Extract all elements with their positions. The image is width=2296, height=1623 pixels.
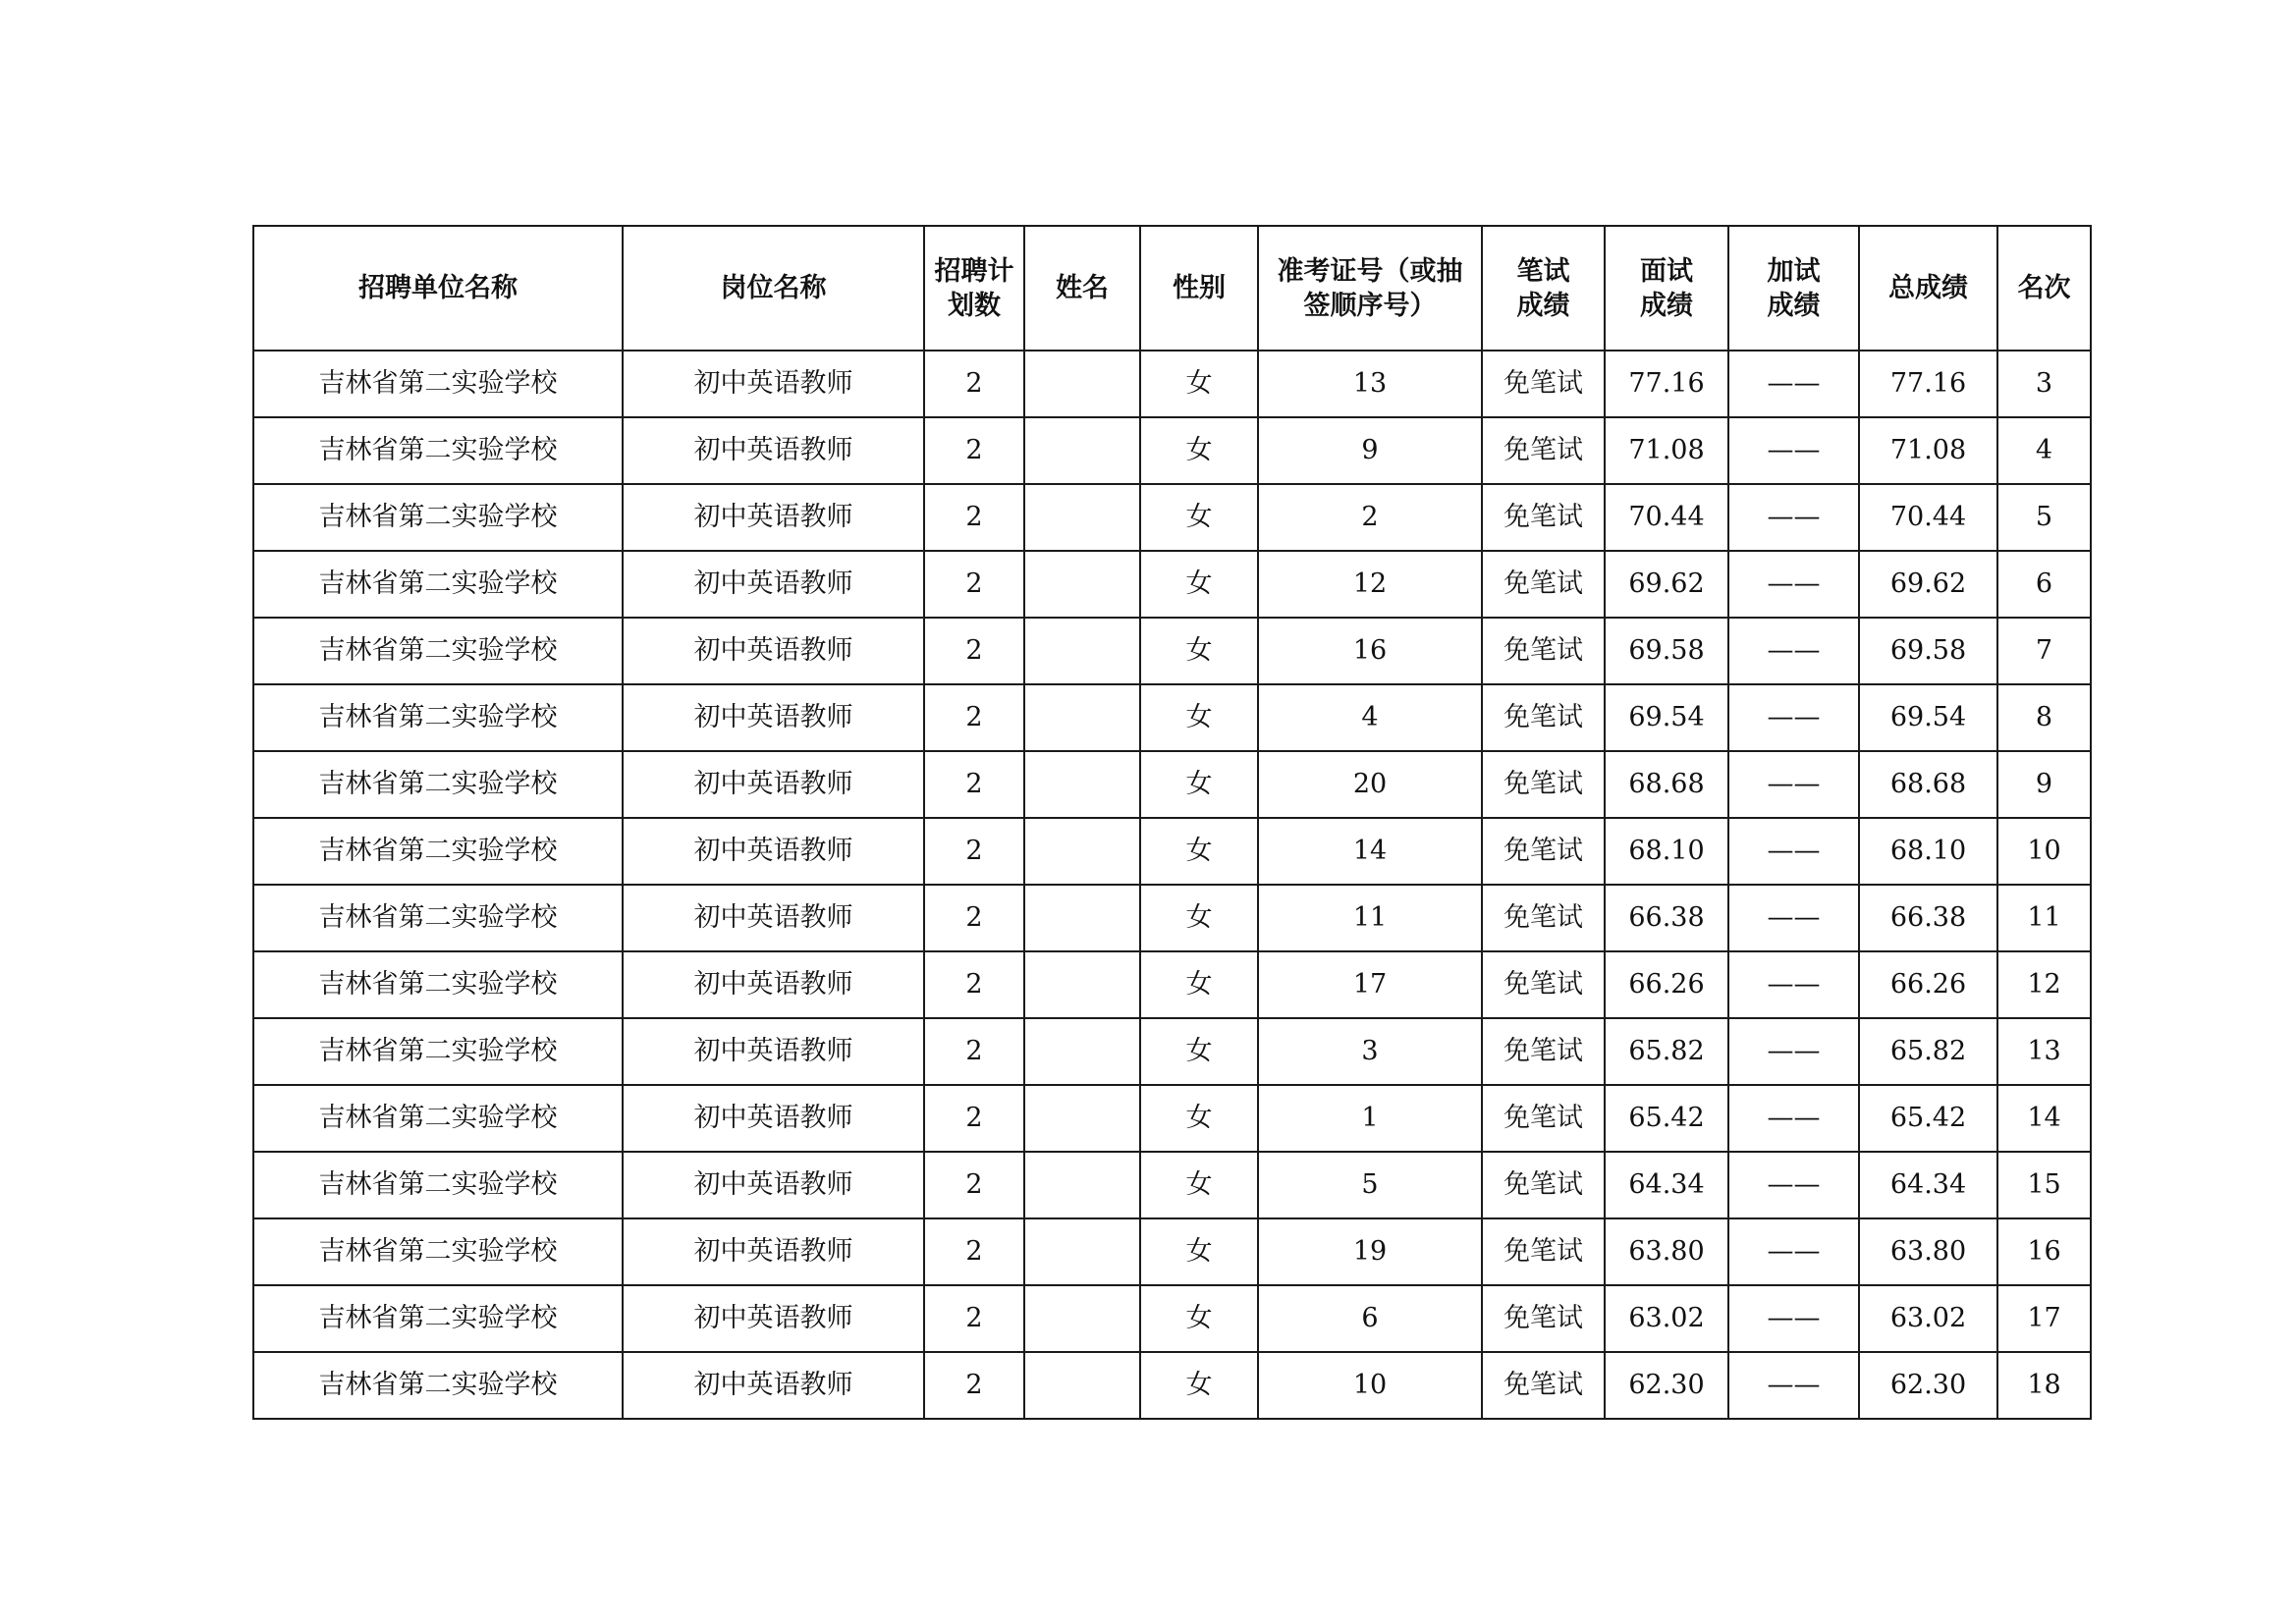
table-row bbox=[253, 417, 2091, 484]
cell-total: 69.62 bbox=[1859, 551, 1997, 618]
column-header-line: 划数 bbox=[948, 290, 1001, 321]
cell-position: 初中英语教师 bbox=[623, 885, 924, 951]
table-row bbox=[253, 1285, 2091, 1352]
column-header-line: 加试 bbox=[1767, 255, 1821, 287]
cell-interview: 64.34 bbox=[1605, 1152, 1728, 1218]
cell-written: 免笔试 bbox=[1482, 351, 1605, 417]
cell-name bbox=[1024, 1152, 1140, 1218]
cell-plan: 2 bbox=[924, 751, 1024, 818]
cell-total: 69.54 bbox=[1859, 684, 1997, 751]
cell-unit: 吉林省第二实验学校 bbox=[253, 684, 623, 751]
column-header-line: 签顺序号） bbox=[1303, 290, 1437, 321]
cell-interview: 66.38 bbox=[1605, 885, 1728, 951]
cell-written: 免笔试 bbox=[1482, 1018, 1605, 1085]
column-header-line: 性别 bbox=[1173, 273, 1226, 303]
table-row bbox=[253, 1352, 2091, 1419]
cell-total: 62.30 bbox=[1859, 1352, 1997, 1419]
cell-name bbox=[1024, 618, 1140, 684]
cell-extra: —— bbox=[1728, 684, 1859, 751]
cell-position: 初中英语教师 bbox=[623, 951, 924, 1018]
cell-unit: 吉林省第二实验学校 bbox=[253, 551, 623, 618]
cell-written: 免笔试 bbox=[1482, 1285, 1605, 1352]
cell-gender: 女 bbox=[1140, 1352, 1258, 1419]
cell-plan: 2 bbox=[924, 885, 1024, 951]
cell-plan: 2 bbox=[924, 618, 1024, 684]
cell-plan: 2 bbox=[924, 818, 1024, 885]
cell-ticket: 17 bbox=[1258, 951, 1482, 1018]
cell-name bbox=[1024, 417, 1140, 484]
table-row bbox=[253, 684, 2091, 751]
cell-interview: 69.58 bbox=[1605, 618, 1728, 684]
cell-ticket: 5 bbox=[1258, 1152, 1482, 1218]
cell-written: 免笔试 bbox=[1482, 751, 1605, 818]
cell-gender: 女 bbox=[1140, 684, 1258, 751]
cell-name bbox=[1024, 1018, 1140, 1085]
cell-written: 免笔试 bbox=[1482, 818, 1605, 885]
cell-plan: 2 bbox=[924, 551, 1024, 618]
column-header-unit bbox=[253, 226, 623, 351]
cell-ticket: 4 bbox=[1258, 684, 1482, 751]
cell-written: 免笔试 bbox=[1482, 951, 1605, 1018]
cell-interview: 71.08 bbox=[1605, 417, 1728, 484]
cell-name bbox=[1024, 684, 1140, 751]
cell-extra: —— bbox=[1728, 951, 1859, 1018]
cell-interview: 63.80 bbox=[1605, 1218, 1728, 1285]
cell-rank: 7 bbox=[1997, 618, 2091, 684]
cell-rank: 5 bbox=[1997, 484, 2091, 551]
column-header-line: 姓名 bbox=[1056, 273, 1109, 303]
cell-ticket: 13 bbox=[1258, 351, 1482, 417]
cell-total: 68.10 bbox=[1859, 818, 1997, 885]
cell-plan: 2 bbox=[924, 417, 1024, 484]
table-row bbox=[253, 1018, 2091, 1085]
column-header-line: 名次 bbox=[2017, 273, 2071, 303]
cell-rank: 10 bbox=[1997, 818, 2091, 885]
cell-name bbox=[1024, 1085, 1140, 1152]
cell-written: 免笔试 bbox=[1482, 618, 1605, 684]
cell-plan: 2 bbox=[924, 1152, 1024, 1218]
cell-total: 77.16 bbox=[1859, 351, 1997, 417]
cell-ticket: 2 bbox=[1258, 484, 1482, 551]
cell-gender: 女 bbox=[1140, 818, 1258, 885]
column-header-written bbox=[1482, 226, 1605, 351]
cell-extra: —— bbox=[1728, 351, 1859, 417]
cell-extra: —— bbox=[1728, 618, 1859, 684]
column-header-line: 成绩 bbox=[1640, 290, 1693, 321]
cell-ticket: 14 bbox=[1258, 818, 1482, 885]
cell-position: 初中英语教师 bbox=[623, 484, 924, 551]
cell-unit: 吉林省第二实验学校 bbox=[253, 1085, 623, 1152]
column-header-gender bbox=[1140, 226, 1258, 351]
table-row bbox=[253, 951, 2091, 1018]
cell-position: 初中英语教师 bbox=[623, 684, 924, 751]
column-header-interview bbox=[1605, 226, 1728, 351]
cell-name bbox=[1024, 951, 1140, 1018]
cell-interview: 69.54 bbox=[1605, 684, 1728, 751]
cell-rank: 12 bbox=[1997, 951, 2091, 1018]
table-row bbox=[253, 351, 2091, 417]
cell-extra: —— bbox=[1728, 1085, 1859, 1152]
cell-ticket: 20 bbox=[1258, 751, 1482, 818]
cell-total: 64.34 bbox=[1859, 1152, 1997, 1218]
cell-interview: 68.68 bbox=[1605, 751, 1728, 818]
cell-position: 初中英语教师 bbox=[623, 618, 924, 684]
cell-unit: 吉林省第二实验学校 bbox=[253, 885, 623, 951]
cell-position: 初中英语教师 bbox=[623, 417, 924, 484]
cell-written: 免笔试 bbox=[1482, 684, 1605, 751]
cell-position: 初中英语教师 bbox=[623, 551, 924, 618]
cell-rank: 15 bbox=[1997, 1152, 2091, 1218]
column-header-line: 总成绩 bbox=[1888, 273, 1968, 303]
cell-gender: 女 bbox=[1140, 1085, 1258, 1152]
cell-position: 初中英语教师 bbox=[623, 1152, 924, 1218]
cell-gender: 女 bbox=[1140, 618, 1258, 684]
cell-extra: —— bbox=[1728, 751, 1859, 818]
cell-written: 免笔试 bbox=[1482, 1218, 1605, 1285]
column-header-line: 面试 bbox=[1640, 255, 1693, 287]
cell-plan: 2 bbox=[924, 1352, 1024, 1419]
cell-extra: —— bbox=[1728, 551, 1859, 618]
cell-plan: 2 bbox=[924, 951, 1024, 1018]
cell-rank: 17 bbox=[1997, 1285, 2091, 1352]
cell-gender: 女 bbox=[1140, 1285, 1258, 1352]
cell-written: 免笔试 bbox=[1482, 1085, 1605, 1152]
cell-position: 初中英语教师 bbox=[623, 818, 924, 885]
cell-rank: 6 bbox=[1997, 551, 2091, 618]
column-header-ticket bbox=[1258, 226, 1482, 351]
cell-total: 65.82 bbox=[1859, 1018, 1997, 1085]
column-header-line: 招聘计 bbox=[934, 255, 1014, 287]
column-header-line: 准考证号（或抽 bbox=[1277, 255, 1463, 287]
cell-unit: 吉林省第二实验学校 bbox=[253, 1285, 623, 1352]
table-body bbox=[253, 351, 2091, 1419]
cell-interview: 65.82 bbox=[1605, 1018, 1728, 1085]
cell-extra: —— bbox=[1728, 417, 1859, 484]
cell-total: 63.02 bbox=[1859, 1285, 1997, 1352]
table-row bbox=[253, 1085, 2091, 1152]
cell-plan: 2 bbox=[924, 484, 1024, 551]
cell-gender: 女 bbox=[1140, 484, 1258, 551]
cell-ticket: 11 bbox=[1258, 885, 1482, 951]
column-header-plan bbox=[924, 226, 1024, 351]
cell-position: 初中英语教师 bbox=[623, 1285, 924, 1352]
cell-written: 免笔试 bbox=[1482, 484, 1605, 551]
cell-ticket: 16 bbox=[1258, 618, 1482, 684]
cell-written: 免笔试 bbox=[1482, 551, 1605, 618]
cell-name bbox=[1024, 818, 1140, 885]
table-row bbox=[253, 1152, 2091, 1218]
cell-name bbox=[1024, 1352, 1140, 1419]
cell-gender: 女 bbox=[1140, 885, 1258, 951]
column-header-line: 招聘单位名称 bbox=[358, 273, 518, 303]
cell-position: 初中英语教师 bbox=[623, 1018, 924, 1085]
table-row bbox=[253, 551, 2091, 618]
cell-position: 初中英语教师 bbox=[623, 1352, 924, 1419]
cell-total: 66.38 bbox=[1859, 885, 1997, 951]
column-header-line: 成绩 bbox=[1516, 290, 1570, 321]
cell-written: 免笔试 bbox=[1482, 885, 1605, 951]
cell-unit: 吉林省第二实验学校 bbox=[253, 1018, 623, 1085]
column-header-position bbox=[623, 226, 924, 351]
cell-position: 初中英语教师 bbox=[623, 1218, 924, 1285]
cell-written: 免笔试 bbox=[1482, 1152, 1605, 1218]
cell-name bbox=[1024, 551, 1140, 618]
cell-total: 69.58 bbox=[1859, 618, 1997, 684]
table-row bbox=[253, 818, 2091, 885]
cell-unit: 吉林省第二实验学校 bbox=[253, 417, 623, 484]
cell-gender: 女 bbox=[1140, 551, 1258, 618]
column-header-line: 岗位名称 bbox=[720, 273, 827, 303]
cell-rank: 3 bbox=[1997, 351, 2091, 417]
cell-rank: 9 bbox=[1997, 751, 2091, 818]
cell-written: 免笔试 bbox=[1482, 1352, 1605, 1419]
cell-rank: 11 bbox=[1997, 885, 2091, 951]
cell-gender: 女 bbox=[1140, 751, 1258, 818]
cell-rank: 8 bbox=[1997, 684, 2091, 751]
cell-interview: 62.30 bbox=[1605, 1352, 1728, 1419]
cell-position: 初中英语教师 bbox=[623, 1085, 924, 1152]
cell-extra: —— bbox=[1728, 885, 1859, 951]
table-row bbox=[253, 1218, 2091, 1285]
cell-name bbox=[1024, 351, 1140, 417]
cell-ticket: 9 bbox=[1258, 417, 1482, 484]
cell-name bbox=[1024, 484, 1140, 551]
cell-unit: 吉林省第二实验学校 bbox=[253, 751, 623, 818]
cell-ticket: 19 bbox=[1258, 1218, 1482, 1285]
cell-total: 71.08 bbox=[1859, 417, 1997, 484]
cell-rank: 13 bbox=[1997, 1018, 2091, 1085]
cell-gender: 女 bbox=[1140, 1018, 1258, 1085]
cell-interview: 70.44 bbox=[1605, 484, 1728, 551]
cell-unit: 吉林省第二实验学校 bbox=[253, 818, 623, 885]
cell-rank: 14 bbox=[1997, 1085, 2091, 1152]
cell-unit: 吉林省第二实验学校 bbox=[253, 618, 623, 684]
table-row bbox=[253, 484, 2091, 551]
cell-plan: 2 bbox=[924, 1285, 1024, 1352]
cell-total: 70.44 bbox=[1859, 484, 1997, 551]
cell-interview: 63.02 bbox=[1605, 1285, 1728, 1352]
cell-interview: 77.16 bbox=[1605, 351, 1728, 417]
cell-unit: 吉林省第二实验学校 bbox=[253, 951, 623, 1018]
cell-extra: —— bbox=[1728, 484, 1859, 551]
cell-gender: 女 bbox=[1140, 351, 1258, 417]
table-row bbox=[253, 885, 2091, 951]
cell-plan: 2 bbox=[924, 684, 1024, 751]
cell-interview: 69.62 bbox=[1605, 551, 1728, 618]
cell-unit: 吉林省第二实验学校 bbox=[253, 1352, 623, 1419]
cell-gender: 女 bbox=[1140, 951, 1258, 1018]
cell-gender: 女 bbox=[1140, 417, 1258, 484]
cell-extra: —— bbox=[1728, 1285, 1859, 1352]
cell-interview: 68.10 bbox=[1605, 818, 1728, 885]
results-table bbox=[252, 225, 2092, 1420]
cell-name bbox=[1024, 1285, 1140, 1352]
cell-extra: —— bbox=[1728, 1352, 1859, 1419]
cell-unit: 吉林省第二实验学校 bbox=[253, 351, 623, 417]
cell-name bbox=[1024, 1218, 1140, 1285]
column-header-name bbox=[1024, 226, 1140, 351]
cell-total: 66.26 bbox=[1859, 951, 1997, 1018]
cell-plan: 2 bbox=[924, 1218, 1024, 1285]
cell-gender: 女 bbox=[1140, 1152, 1258, 1218]
cell-interview: 65.42 bbox=[1605, 1085, 1728, 1152]
cell-extra: —— bbox=[1728, 818, 1859, 885]
column-header-total bbox=[1859, 226, 1997, 351]
column-header-line: 笔试 bbox=[1516, 255, 1570, 287]
cell-name bbox=[1024, 751, 1140, 818]
cell-unit: 吉林省第二实验学校 bbox=[253, 484, 623, 551]
column-header-line: 成绩 bbox=[1767, 290, 1821, 321]
cell-unit: 吉林省第二实验学校 bbox=[253, 1152, 623, 1218]
cell-unit: 吉林省第二实验学校 bbox=[253, 1218, 623, 1285]
cell-plan: 2 bbox=[924, 351, 1024, 417]
cell-extra: —— bbox=[1728, 1218, 1859, 1285]
cell-extra: —— bbox=[1728, 1152, 1859, 1218]
column-header-extra bbox=[1728, 226, 1859, 351]
cell-position: 初中英语教师 bbox=[623, 351, 924, 417]
cell-total: 68.68 bbox=[1859, 751, 1997, 818]
cell-ticket: 3 bbox=[1258, 1018, 1482, 1085]
table-row bbox=[253, 751, 2091, 818]
cell-gender: 女 bbox=[1140, 1218, 1258, 1285]
cell-plan: 2 bbox=[924, 1018, 1024, 1085]
cell-written: 免笔试 bbox=[1482, 417, 1605, 484]
cell-name bbox=[1024, 885, 1140, 951]
cell-rank: 4 bbox=[1997, 417, 2091, 484]
cell-ticket: 6 bbox=[1258, 1285, 1482, 1352]
cell-ticket: 1 bbox=[1258, 1085, 1482, 1152]
cell-position: 初中英语教师 bbox=[623, 751, 924, 818]
table-row bbox=[253, 618, 2091, 684]
cell-total: 63.80 bbox=[1859, 1218, 1997, 1285]
cell-ticket: 12 bbox=[1258, 551, 1482, 618]
cell-ticket: 10 bbox=[1258, 1352, 1482, 1419]
cell-plan: 2 bbox=[924, 1085, 1024, 1152]
cell-rank: 18 bbox=[1997, 1352, 2091, 1419]
cell-interview: 66.26 bbox=[1605, 951, 1728, 1018]
table-header bbox=[253, 226, 2091, 351]
column-header-rank bbox=[1997, 226, 2091, 351]
cell-total: 65.42 bbox=[1859, 1085, 1997, 1152]
cell-rank: 16 bbox=[1997, 1218, 2091, 1285]
header-row bbox=[253, 226, 2091, 351]
cell-extra: —— bbox=[1728, 1018, 1859, 1085]
